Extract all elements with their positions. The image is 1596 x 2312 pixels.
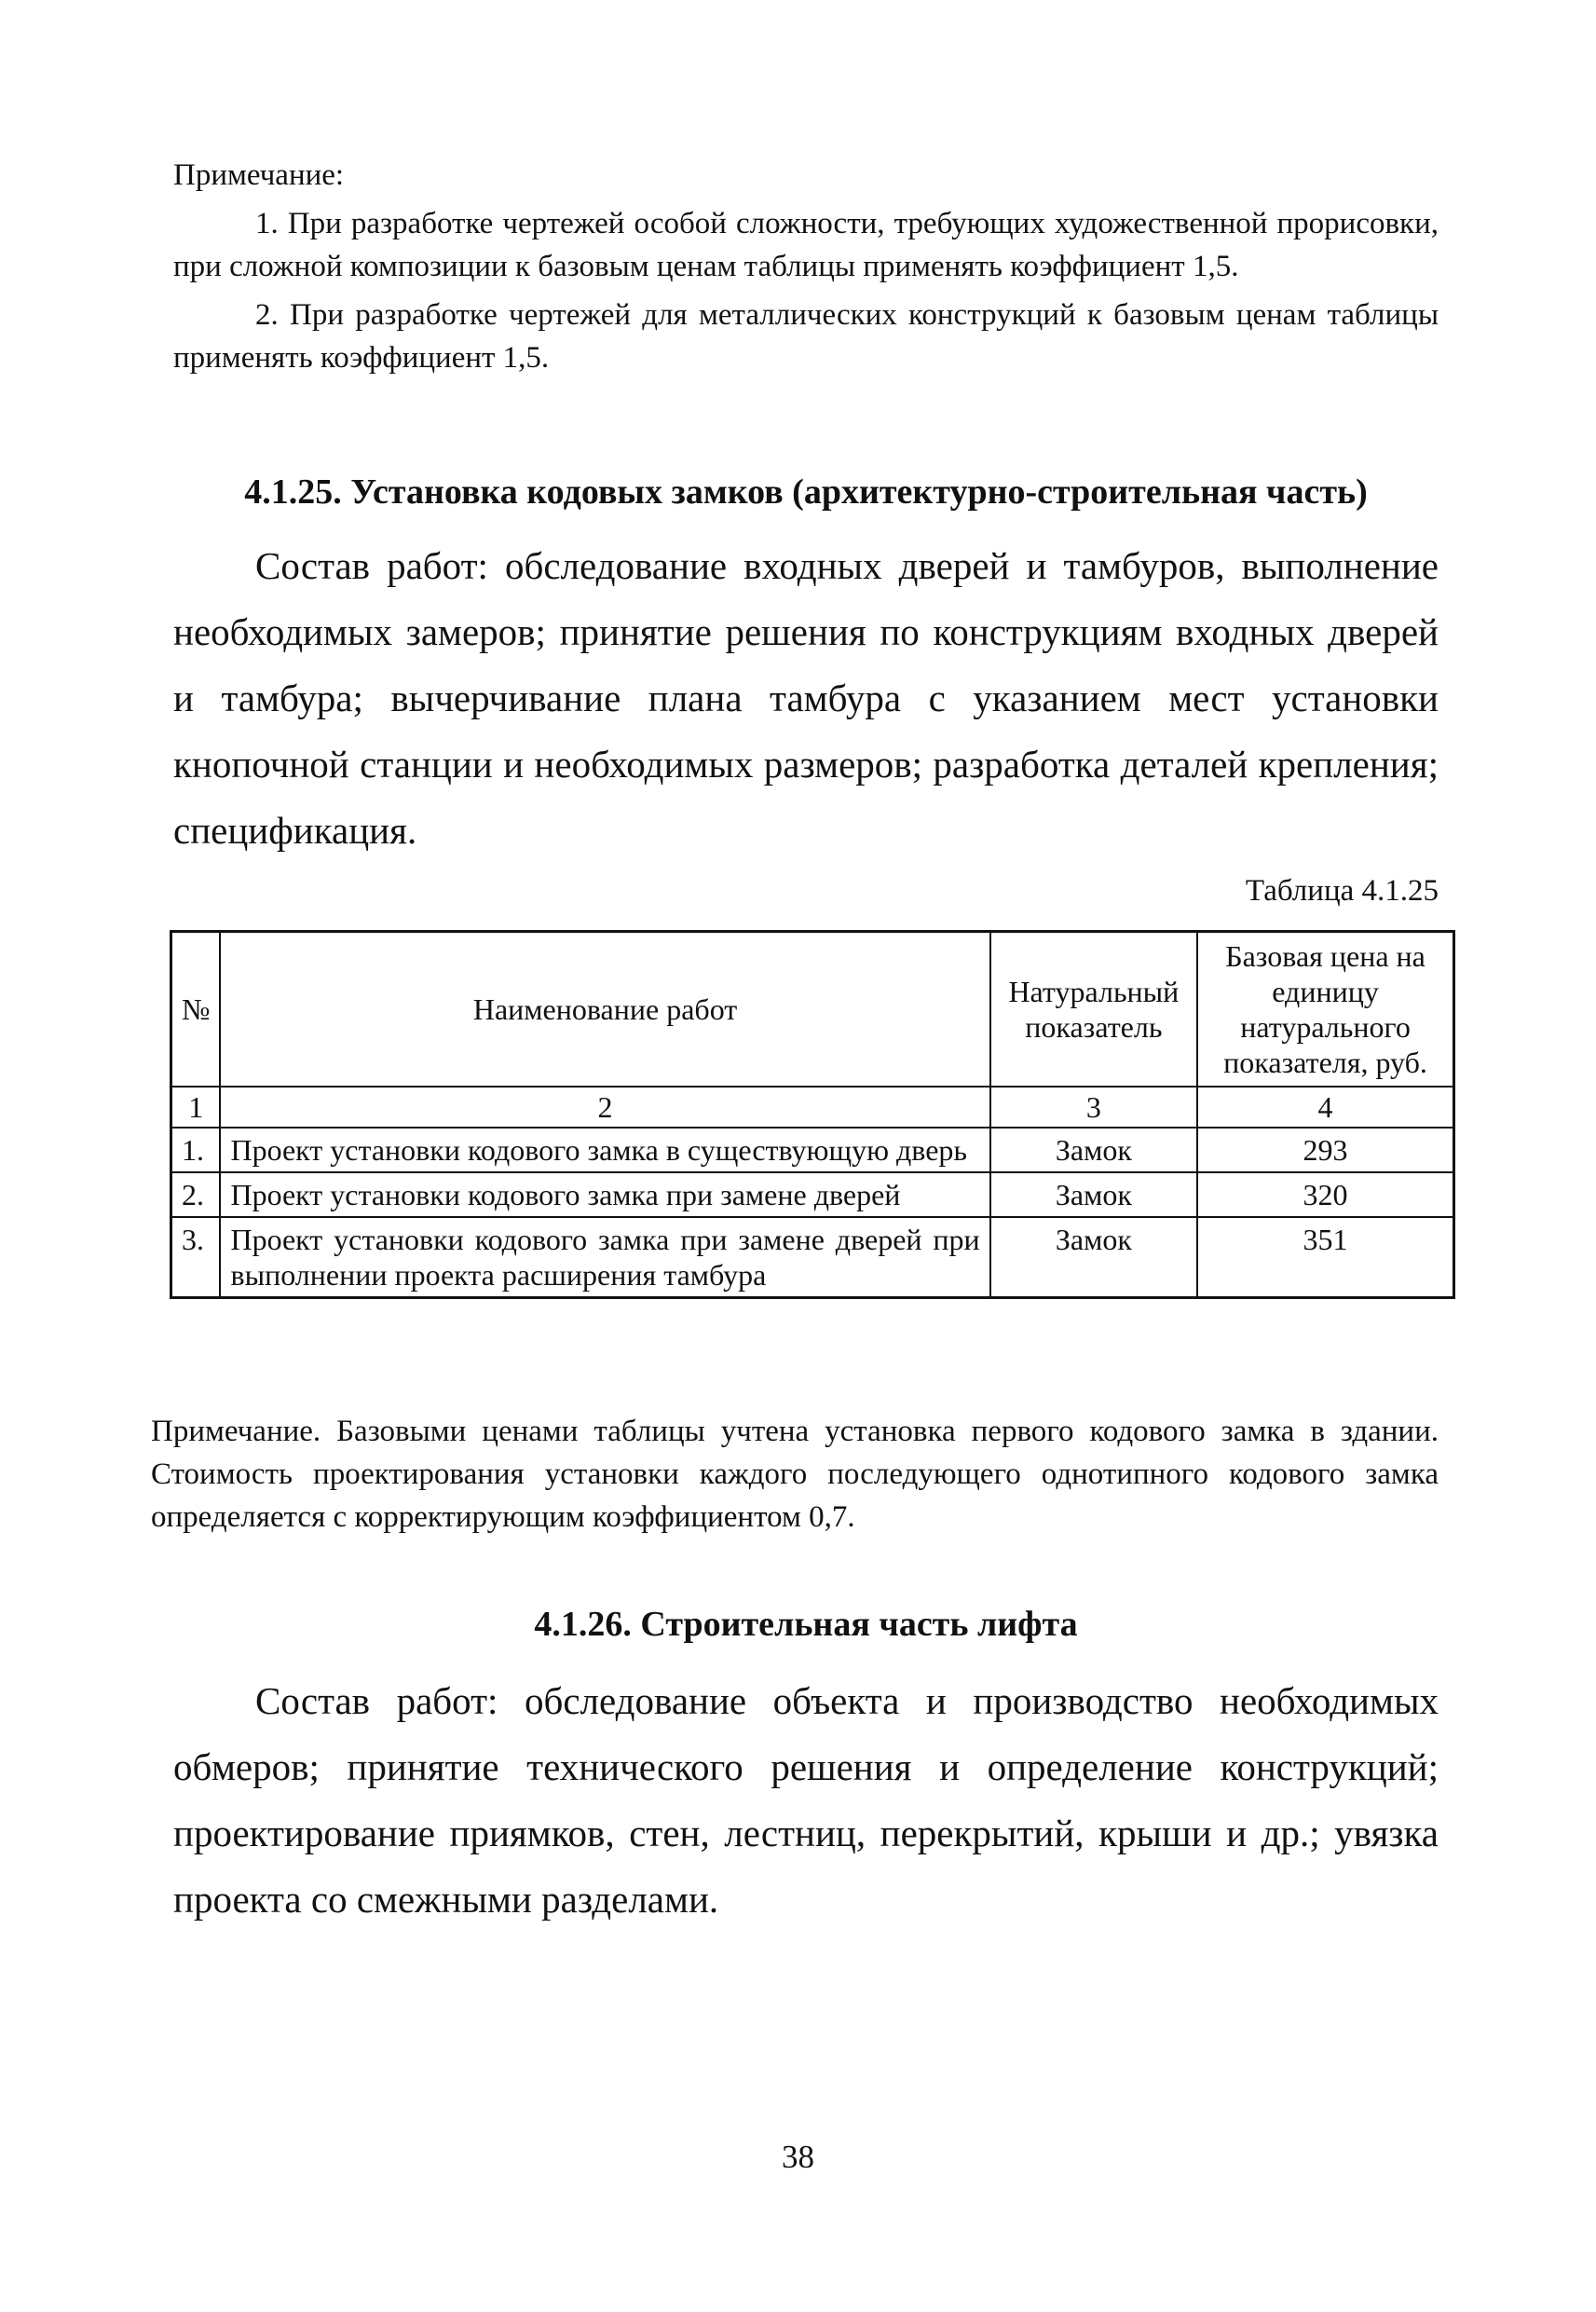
row-price: 293 — [1197, 1128, 1453, 1172]
note-title: Примечание: — [173, 158, 345, 192]
page-number: 38 — [782, 2139, 814, 2175]
table-header-row — [171, 932, 1454, 1088]
index-cell: 1 — [171, 1087, 221, 1128]
header-num: № — [171, 932, 221, 1088]
row-unit: Замок — [990, 1128, 1197, 1172]
index-cell: 3 — [990, 1087, 1197, 1128]
note-block — [173, 154, 1439, 385]
row-name: Проект установки кодового замка при замене дверей при выполнении проекта расширения тамбура — [220, 1217, 989, 1298]
table-caption: Таблица 4.1.25 — [1245, 874, 1439, 908]
header-price: Базовая цена на единицу натурального показателя, руб. — [1197, 932, 1453, 1088]
index-cell: 2 — [220, 1087, 989, 1128]
index-cell: 4 — [1197, 1087, 1453, 1128]
header-unit: Натуральный показатель — [990, 932, 1197, 1088]
note-item-2: 2. При разработке чертежей для металлических конструкций к базовым ценам таблицы применять коэффициент 1,5. — [173, 298, 1439, 375]
header-name: Наименование работ — [220, 932, 989, 1088]
row-name: Проект установки кодового замка при замене дверей — [220, 1172, 989, 1217]
table-row — [171, 1172, 1454, 1217]
table-index-row — [171, 1087, 1454, 1128]
row-unit: Замок — [990, 1172, 1197, 1217]
row-name: Проект установки кодового замка в существующую дверь — [220, 1128, 989, 1172]
section-heading-4-1-26: 4.1.26. Строительная часть лифта — [534, 1605, 1078, 1644]
table-row — [171, 1217, 1454, 1298]
table-note: Примечание. Базовыми ценами таблицы учтена установка первого кодового замка в здании. Стоимость проектирования установки каждого последующего однотипного кодового замка определяется с корректирующим коэффициентом 0,7. — [151, 1415, 1439, 1534]
section-paragraph-4-1-25: Состав работ: обследование входных дверей и тамбуров, выполнение необходимых замеров; принятие решения по конструкциям входных дверей и тамбура; вычерчивание плана тамбура с указанием мест установки кнопочной станции и необходимых размеров; разработка деталей крепления; спецификация. — [173, 544, 1439, 852]
table-row — [171, 1128, 1454, 1172]
section-paragraph-4-1-26: Состав работ: обследование объекта и производство необходимых обмеров; принятие технического решения и определение конструкций; проектирование приямков, стен, лестниц, перекрытий, крыши и др.; увязка проекта со смежными разделами. — [173, 1679, 1439, 1921]
row-num: 3. — [171, 1217, 221, 1298]
row-unit: Замок — [990, 1217, 1197, 1298]
row-num: 2. — [171, 1172, 221, 1217]
row-num: 1. — [171, 1128, 221, 1172]
note-item-1: 1. При разработке чертежей особой сложности, требующих художественной прорисовки, при сложной композиции к базовым ценам таблицы применять коэффициент 1,5. — [173, 207, 1439, 283]
row-price: 320 — [1197, 1172, 1453, 1217]
section-heading-4-1-25: 4.1.25. Установка кодовых замков (архитектурно-строительная часть) — [244, 472, 1368, 512]
price-table — [170, 930, 1455, 1299]
row-price: 351 — [1197, 1217, 1453, 1298]
